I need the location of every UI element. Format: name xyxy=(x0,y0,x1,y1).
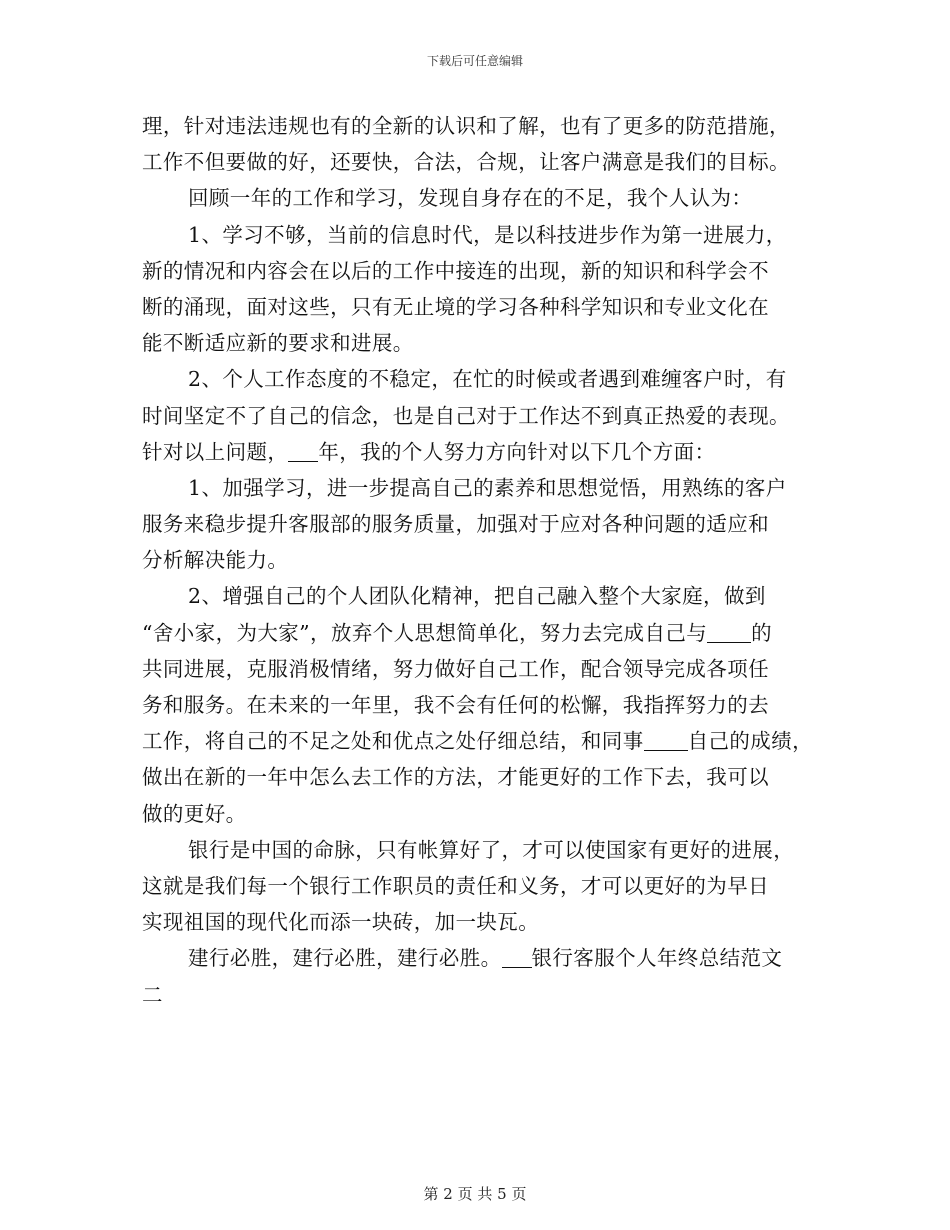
text-line: 二 xyxy=(142,982,163,1007)
paragraph-start: 1、学习不够，当前的信息时代，是以科技进步作为第一进展力， xyxy=(188,222,787,247)
text-segment: 工作，将自己的不足之处和优点之处仔细总结，和同事 xyxy=(142,729,644,754)
paragraph-start: 2、增强自己的个人团队化精神，把自己融入整个大家庭，做到 xyxy=(188,584,766,609)
text-segment: 银行客服个人年终总结范文 xyxy=(531,946,783,971)
blank-underline xyxy=(644,730,688,751)
paragraph-start: 银行是中国的命脉，只有帐算好了，才可以使国家有更好的进展， xyxy=(188,837,795,862)
text-line: 断的涌现，面对这些，只有无止境的学习各种科学知识和专业文化在 xyxy=(142,294,769,319)
text-segment: 针对以上问题， xyxy=(142,439,289,464)
text-line: 服务来稳步提升客服部的服务质量，加强对于应对各种问题的适应和 xyxy=(142,512,769,537)
text-line: 务和服务。在未来的一年里，我不会有任何的松懈，我指挥努力的去 xyxy=(142,693,769,717)
text-line xyxy=(142,615,822,651)
text-line: 做出在新的一年中怎么去工作的方法，才能更好的工作下去，我可以 xyxy=(142,765,769,790)
text-segment: “舍小家，为大家”，放弃个人思想简单化，努力去完成自己与 xyxy=(142,620,708,645)
text-line: 新的情况和内容会在以后的工作中接连的出现，新的知识和科学会不 xyxy=(142,258,769,283)
text-line: 做的更好。 xyxy=(142,801,247,826)
blank-underline xyxy=(707,622,751,643)
text-line: 实现祖国的现代化而添一块砖，加一块瓦。 xyxy=(142,910,540,935)
paragraph-start: 回顾一年的工作和学习，发现自身存在的不足，我个人认为： xyxy=(188,186,753,211)
text-segment: 年，我的个人努力方向针对以下几个方面： xyxy=(318,439,716,464)
text-line: 理，针对违法违规也有的全新的认识和了解，也有了更多的防范措施， xyxy=(142,114,790,138)
text-line xyxy=(142,434,822,470)
blank-underline xyxy=(288,441,318,462)
text-line: 共同进展，克服消极情绪，努力做好自己工作，配合领导完成各项任 xyxy=(142,656,769,681)
paragraph-start xyxy=(142,940,822,976)
paragraph-start: 2、个人工作态度的不稳定，在忙的时候或者遇到难缠客户时，有 xyxy=(188,367,787,392)
text-segment: 自己的成绩， xyxy=(687,729,814,754)
text-line: 这就是我们每一个银行工作职员的责任和义务，才可以更好的为早日 xyxy=(142,873,769,898)
blank-underline xyxy=(502,947,532,968)
text-line: 分析解决能力。 xyxy=(142,548,289,573)
page-number: 第 2 页 共 5 页 xyxy=(423,1185,527,1203)
text-segment: 建行必胜，建行必胜，建行必胜。 xyxy=(188,946,502,971)
text-segment: 的 xyxy=(751,620,773,645)
text-line: 工作不但要做的好，还要快，合法，合规，让客户满意是我们的目标。 xyxy=(142,150,790,175)
text-line: 能不断适应新的要求和进展。 xyxy=(142,331,414,356)
page-header: 下载后可任意编辑 xyxy=(426,54,523,68)
text-line xyxy=(142,723,822,759)
document-body xyxy=(142,108,822,1013)
text-line: 时间坚定不了自己的信念，也是自己对于工作达不到真正热爱的表现。 xyxy=(142,403,790,428)
paragraph-start: 1、加强学习，进一步提高自己的素养和思想觉悟，用熟练的客户 xyxy=(188,475,787,500)
